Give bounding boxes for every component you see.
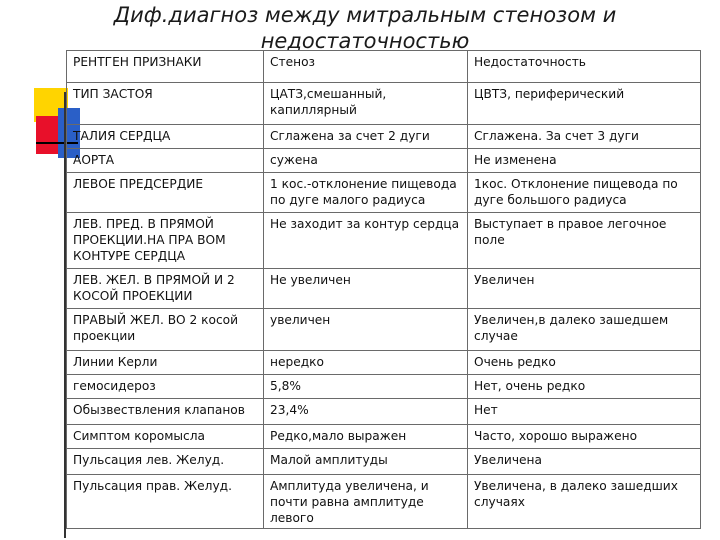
table-cell: Симптом коромысла <box>67 425 264 449</box>
table-cell: Сглажена. За счет 3 дуги <box>468 125 701 149</box>
table-cell: АОРТА <box>67 149 264 173</box>
table-cell: Амплитуда увеличена, и почти равна амплитуде левого <box>264 475 468 529</box>
table-cell: ЛЕВ. ЖЕЛ. В ПРЯМОЙ И 2 КОСОЙ ПРОЕКЦИИ <box>67 269 264 309</box>
table-cell: ЛЕВОЕ ПРЕДСЕРДИЕ <box>67 173 264 213</box>
table-cell: Очень редко <box>468 351 701 375</box>
table-row <box>67 375 701 399</box>
comparison-table <box>66 50 701 529</box>
table-cell: 5,8% <box>264 375 468 399</box>
table-cell: Недостаточность <box>468 51 701 83</box>
slide-title <box>60 2 670 54</box>
table-cell: ЦВТЗ, периферический <box>468 83 701 125</box>
table-cell: Пульсация прав. Желуд. <box>67 475 264 529</box>
table-cell: гемосидероз <box>67 375 264 399</box>
table-row <box>67 213 701 269</box>
table-row <box>67 125 701 149</box>
table-cell: сужена <box>264 149 468 173</box>
table-cell: Пульсация лев. Желуд. <box>67 449 264 475</box>
table-row <box>67 51 701 83</box>
table-cell: Увеличен <box>468 269 701 309</box>
table-cell: 1кос. Отклонение пищевода по дуге большого радиуса <box>468 173 701 213</box>
table-cell: Малой амплитуды <box>264 449 468 475</box>
table-cell: нередко <box>264 351 468 375</box>
table-cell: увеличен <box>264 309 468 351</box>
table-cell: Нет, очень редко <box>468 375 701 399</box>
table-cell: Увеличена <box>468 449 701 475</box>
table-cell: Сглажена за счет 2 дуги <box>264 125 468 149</box>
table-row <box>67 425 701 449</box>
table-row <box>67 399 701 425</box>
table-cell: Часто, хорошо выражено <box>468 425 701 449</box>
table-row <box>67 475 701 529</box>
table-cell: РЕНТГЕН ПРИЗНАКИ <box>67 51 264 83</box>
table-cell: ЦАТЗ,смешанный, капиллярный <box>264 83 468 125</box>
table-row <box>67 83 701 125</box>
title-line-1: Диф.диагноз между митральным стенозом и <box>113 3 617 27</box>
table-row <box>67 149 701 173</box>
table-cell: Нет <box>468 399 701 425</box>
table-row <box>67 351 701 375</box>
table-cell: Обызвествления клапанов <box>67 399 264 425</box>
table-row <box>67 269 701 309</box>
table-cell: Выступает в правое легочное поле <box>468 213 701 269</box>
table-cell: Не заходит за контур сердца <box>264 213 468 269</box>
table-cell: Редко,мало выражен <box>264 425 468 449</box>
table-cell: 1 кос.-отклонение пищевода по дуге малого радиуса <box>264 173 468 213</box>
table-cell: Увеличена, в далеко зашедших случаях <box>468 475 701 529</box>
table-row <box>67 449 701 475</box>
table-cell: Не увеличен <box>264 269 468 309</box>
title-line-2: недостаточностью <box>260 29 470 53</box>
table-cell: Увеличен,в далеко зашедшем случае <box>468 309 701 351</box>
table-cell: Не изменена <box>468 149 701 173</box>
table-row <box>67 309 701 351</box>
table-cell: ЛЕВ. ПРЕД. В ПРЯМОЙ ПРОЕКЦИИ.НА ПРА ВОМ КОНТУРЕ СЕРДЦА <box>67 213 264 269</box>
table-cell: ТИП ЗАСТОЯ <box>67 83 264 125</box>
table-cell: Стеноз <box>264 51 468 83</box>
table-cell: Линии Керли <box>67 351 264 375</box>
table-cell: 23,4% <box>264 399 468 425</box>
table-row <box>67 173 701 213</box>
table-cell: ТАЛИЯ СЕРДЦА <box>67 125 264 149</box>
table-cell: ПРАВЫЙ ЖЕЛ. ВО 2 косой проекции <box>67 309 264 351</box>
